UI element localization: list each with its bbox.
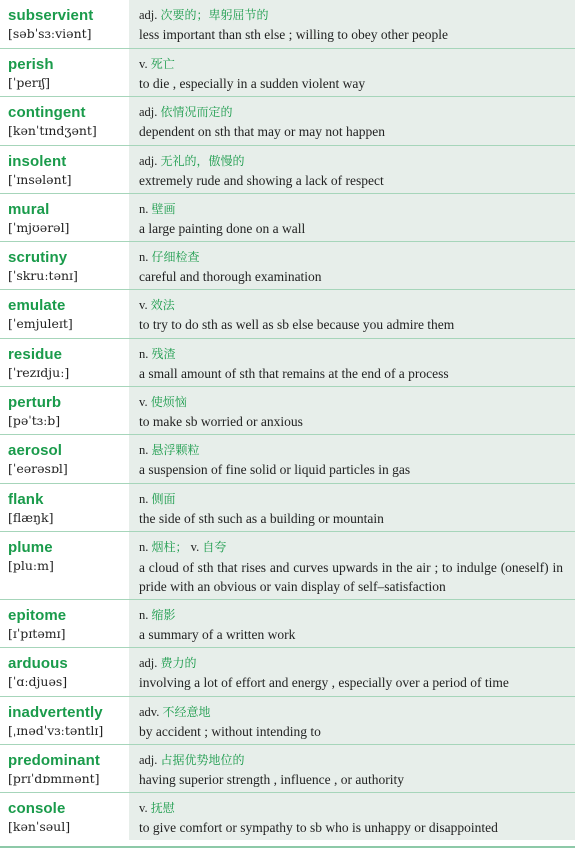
vocab-row — [0, 792, 575, 840]
pos-line — [139, 7, 563, 24]
pos-line — [139, 104, 563, 121]
vocab-row — [0, 647, 575, 695]
pos-line — [139, 655, 563, 672]
chinese-meaning: 仔细检查 — [151, 250, 200, 265]
chinese-meaning: 效法 — [150, 298, 175, 313]
chinese-meaning: 侧面 — [151, 491, 176, 506]
english-definition: a suspension of fine solid or liquid particles in gas — [139, 462, 411, 478]
pos-line — [139, 800, 563, 817]
part-of-speech: n. — [139, 607, 149, 622]
phonetic: [ˈmjʊərəl] — [8, 219, 70, 235]
definition-cell — [129, 146, 575, 193]
part-of-speech: v. — [139, 395, 148, 410]
pos-line — [139, 201, 563, 218]
definition-cell — [129, 242, 575, 289]
pos-line — [139, 394, 563, 411]
part-of-speech: n. — [139, 346, 149, 361]
phonetic: [ˈperɪʃ] — [8, 75, 50, 90]
english-definition: to give comfort or sympathy to sb who is unhappy or disappointed — [139, 820, 498, 836]
headword: mural — [8, 200, 50, 218]
phonetic: [ɪˈpɪtəmɪ] — [8, 625, 66, 641]
phonetic: [kənˈsəul] — [8, 819, 71, 835]
part-of-speech: n. — [139, 539, 149, 554]
vocab-row — [0, 434, 575, 482]
english-definition: by accident ; without intending to — [139, 723, 321, 739]
headword: arduous — [8, 655, 68, 673]
phonetic: [ˈeərəsɒl] — [8, 461, 68, 477]
chinese-meaning: 使烦恼 — [150, 395, 187, 410]
headword: predominant — [8, 751, 100, 769]
part-of-speech: n. — [139, 250, 149, 265]
vocab-row — [0, 193, 575, 241]
english-definition: a small amount of sth that remains at the end of a process — [139, 365, 449, 381]
word-cell — [0, 600, 129, 647]
vocab-row — [0, 744, 575, 792]
phonetic: [ˈrezɪdjuː] — [8, 364, 70, 380]
definition-cell — [129, 339, 575, 386]
english-definition: involving a lot of effort and energy , especially over a period of time — [139, 675, 509, 691]
definition-cell — [129, 194, 575, 241]
headword: scrutiny — [8, 249, 68, 267]
phonetic: [ˈɪnsələnt] — [8, 171, 72, 187]
english-definition: having superior strength , influence , or authority — [139, 771, 405, 787]
phonetic: [pluːm] — [8, 557, 54, 573]
english-definition: careful and thorough examination — [139, 269, 322, 285]
definition-cell — [129, 484, 575, 531]
pos-line — [139, 346, 563, 363]
phonetic: [ˈɑːdjuəs] — [8, 674, 68, 690]
chinese-meaning: 不经意地 — [162, 704, 211, 719]
pos-line — [139, 752, 563, 769]
word-cell — [0, 146, 129, 193]
vocab-row — [0, 0, 575, 48]
chinese-meaning: 缩影 — [151, 607, 176, 622]
headword: residue — [8, 345, 63, 363]
headword: contingent — [8, 104, 86, 122]
english-definition: a cloud of sth that rises and curves upwards in the air ; to indulge (oneself) in pride with an obvious or vain display of self–satisfaction — [139, 559, 563, 594]
part-of-speech: v. — [139, 57, 148, 71]
vocab-row — [0, 338, 575, 386]
word-cell — [0, 793, 129, 840]
word-cell — [0, 435, 129, 482]
vocab-row — [0, 96, 575, 144]
word-cell — [0, 387, 129, 434]
vocab-row — [0, 241, 575, 289]
chinese-meaning: 依情况而定的 — [160, 105, 233, 120]
word-cell — [0, 745, 129, 792]
word-cell — [0, 49, 129, 96]
word-cell — [0, 242, 129, 289]
vocab-row — [0, 696, 575, 744]
word-cell — [0, 97, 129, 144]
definition-cell — [129, 97, 575, 144]
phonetic: [səbˈsɜːviənt] — [8, 26, 92, 41]
pos-line — [139, 491, 563, 508]
pos-line — [139, 607, 563, 624]
english-definition: to make sb worried or anxious — [139, 414, 303, 430]
headword: perish — [8, 56, 54, 73]
pos-line — [139, 442, 563, 459]
headword: aerosol — [8, 442, 63, 460]
phonetic: [pəˈtɜːb] — [8, 413, 61, 429]
headword: emulate — [8, 297, 66, 315]
english-definition: dependent on sth that may or may not happen — [139, 124, 385, 140]
pos-line — [139, 539, 563, 556]
chinese-meaning: 占据优势地位的 — [160, 752, 245, 767]
part-of-speech: adj. — [139, 105, 158, 120]
definition-cell — [129, 49, 575, 96]
english-definition: to try to do sth as well as sb else because you admire them — [139, 317, 455, 333]
word-cell — [0, 697, 129, 744]
word-cell — [0, 339, 129, 386]
english-definition: extremely rude and showing a lack of respect — [139, 172, 384, 188]
phonetic: [ˈskruːtənɪ] — [8, 268, 78, 284]
word-cell — [0, 194, 129, 241]
headword: subservient — [8, 7, 94, 24]
headword: epitome — [8, 606, 67, 624]
vocab-row — [0, 531, 575, 599]
part-of-speech: v. — [139, 298, 148, 313]
pos-line — [139, 249, 563, 266]
part-of-speech: v. — [139, 801, 148, 816]
chinese-meaning: 壁画 — [151, 201, 176, 216]
chinese-meaning-2: 自夸 — [202, 539, 227, 554]
phonetic: [ˈemjuleɪt] — [8, 316, 73, 332]
headword: inadvertently — [8, 703, 103, 721]
chinese-meaning: 死亡 — [150, 57, 175, 71]
chinese-meaning: 无礼的，傲慢的 — [160, 153, 245, 168]
headword: perturb — [8, 394, 62, 412]
definition-cell — [129, 290, 575, 337]
word-cell — [0, 0, 129, 48]
phonetic: [flæŋk] — [8, 509, 54, 525]
pos-line — [139, 704, 563, 721]
phonetic: [prɪˈdɒmɪnənt] — [8, 770, 100, 786]
word-cell — [0, 290, 129, 337]
vocab-row — [0, 145, 575, 193]
phonetic: [kənˈtɪndʒənt] — [8, 123, 97, 139]
chinese-meaning: 悬浮颗粒 — [151, 443, 200, 458]
word-cell — [0, 532, 129, 599]
definition-cell — [129, 648, 575, 695]
definition-cell — [129, 435, 575, 482]
headword: insolent — [8, 152, 67, 170]
vocab-row — [0, 483, 575, 531]
headword: console — [8, 800, 66, 818]
definition-cell — [129, 697, 575, 744]
part-of-speech: n. — [139, 201, 149, 216]
part-of-speech: adj. — [139, 752, 158, 767]
vocab-row — [0, 386, 575, 434]
vocab-row — [0, 599, 575, 647]
english-definition: a summary of a written work — [139, 626, 296, 642]
part-of-speech-2: v. — [190, 539, 200, 554]
part-of-speech: adj. — [139, 656, 158, 671]
pos-line — [139, 153, 563, 170]
english-definition: to die , especially in a sudden violent way — [139, 76, 366, 91]
part-of-speech: adv. — [139, 704, 160, 719]
word-cell — [0, 648, 129, 695]
chinese-meaning: 费力的 — [160, 656, 197, 671]
definition-cell — [129, 0, 575, 48]
vocab-row — [0, 48, 575, 96]
chinese-meaning: 烟柱； — [151, 539, 188, 554]
part-of-speech: n. — [139, 443, 149, 458]
word-cell — [0, 484, 129, 531]
definition-cell — [129, 532, 575, 599]
definition-cell — [129, 387, 575, 434]
phonetic: [ˌɪnədˈvɜːtəntlɪ] — [8, 722, 104, 738]
definition-cell — [129, 745, 575, 792]
part-of-speech: adj. — [139, 8, 158, 22]
pos-line — [139, 297, 563, 314]
english-definition: a large painting done on a wall — [139, 220, 306, 236]
definition-cell — [129, 793, 575, 840]
pos-line — [139, 56, 563, 73]
chinese-meaning: 抚慰 — [150, 801, 175, 816]
english-definition: less important than sth else ; willing to obey other people — [139, 27, 448, 42]
english-definition: the side of sth such as a building or mountain — [139, 510, 384, 526]
vocab-row — [0, 289, 575, 337]
definition-cell — [129, 600, 575, 647]
part-of-speech: adj. — [139, 153, 158, 168]
part-of-speech: n. — [139, 491, 149, 506]
headword: flank — [8, 490, 44, 508]
chinese-meaning: 残渣 — [151, 346, 176, 361]
chinese-meaning: 次要的；卑躬屈节的 — [160, 8, 269, 22]
headword: plume — [8, 538, 53, 556]
